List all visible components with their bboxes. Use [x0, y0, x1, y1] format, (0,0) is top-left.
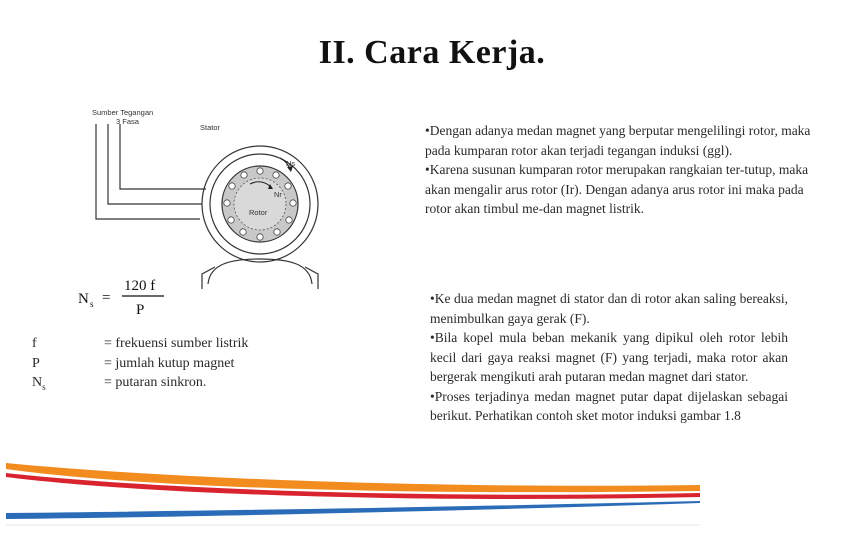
synchronous-speed-formula — [78, 275, 198, 320]
symbol-f: f — [32, 336, 37, 351]
paragraph-induction: •Dengan adanya medan magnet yang berputar mengelilingi rotor, maka pada kumparan rotor akan terjadi tegangan induksi (ggl). •Karena susunan kumparan rotor merupakan rangkaian ter-tutup, maka akan mengalir arus rotor (Ir). Dengan adanya arus rotor ini maka pada rotor akan timbul me-dan magnet listrik. — [425, 123, 811, 216]
symbol-ns: $N_s$ — [32, 375, 46, 392]
paragraph-force: •Ke dua medan magnet di stator dan di rotor akan saling bereaksi, menimbulkan gaya gerak (F). •Bila kopel mula beban mekanik yang dipikul oleh rotor lebih kecil dari gaya reaksi magnet (F) yang terjadi, maka rotor akan bergerak mengikuti arah putaran medan magnet dari stator. •Proses terjadinya medan magnet putar dapat dijelaskan sebagai berikut. Perhatikan contoh sket motor induksi gambar 1.8 — [430, 291, 788, 423]
definition-ns: = putaran sinkron. — [104, 375, 207, 390]
formula-equals: = — [102, 290, 111, 306]
definition-p: = jumlah kutup magnet — [104, 355, 235, 371]
variable-definitions — [104, 334, 248, 393]
formula-numerator: 120 f — [124, 278, 156, 294]
page-title: II. Cara Kerja. — [318, 34, 546, 71]
motor-diagram — [90, 104, 325, 289]
ns-label: Ns — [286, 159, 296, 168]
symbol-p: P — [32, 355, 40, 371]
formula-lhs: N — [78, 291, 89, 307]
source-label-line2: 3 Fasa — [116, 117, 139, 126]
swoosh-blue — [6, 501, 700, 519]
stator-label: Stator — [200, 123, 221, 132]
decorative-swoosh — [0, 455, 700, 530]
formula-lhs-sub: s — [90, 299, 94, 309]
definition-f: = frekuensi sumber listrik — [104, 336, 249, 351]
swoosh-orange — [6, 463, 700, 492]
variable-symbols — [32, 334, 46, 393]
source-label-line1: Sumber Tegangan — [92, 108, 154, 117]
rotor-label: Rotor — [249, 208, 268, 217]
nr-label: Nr — [274, 190, 282, 199]
formula-denominator: P — [136, 302, 145, 318]
